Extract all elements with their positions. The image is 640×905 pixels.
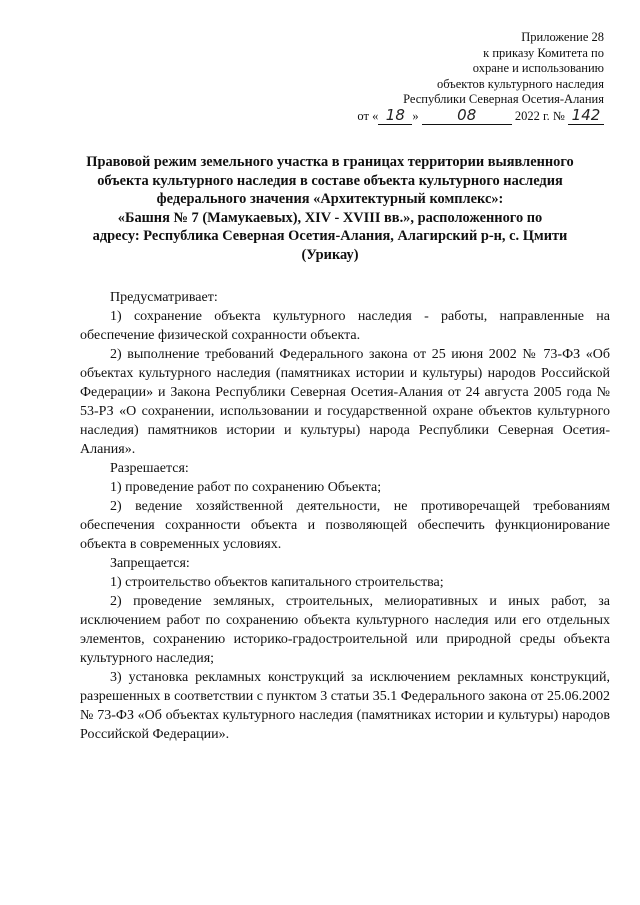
section-heading-allowed: Разрешается: xyxy=(110,461,189,476)
document-title xyxy=(70,153,590,264)
title-line: федерального значения «Архитектурный комплекс»: xyxy=(156,191,504,207)
forbidden-item-2: 2) проведение земляных, строительных, мелиоративных и иных работ, за исключением работ по сохранению объекта культурного наследия или его отдельных элементов, сохранению историко-градостроительной или природной среды объекта культурного наследия; xyxy=(80,594,610,666)
provides-item-2: 2) выполнение требований Федерального закона от 25 июня 2002 № 73-ФЗ «Об объектах культурного наследия (памятниках истории и культуры) народов Российской Федерации» и Закона Республики Северная Осетия-Алания от 24 августа 2005 года № 53-РЗ «О сохранении, использовании и государственной охране объектов культурного наследия) памятников истории и культуры) народа Республики Северная Осетия-Алания». xyxy=(80,347,610,457)
section-heading-provides: Предусматривает: xyxy=(110,290,218,305)
handwritten-day: 18 xyxy=(385,105,405,124)
title-line: «Башня № 7 (Мамукаевых), XIV - XVIII вв.», расположенного по xyxy=(117,209,543,226)
forbidden-item-3: 3) установка рекламных конструкций за исключением рекламных конструкций, разрешенных в соответствии с пунктом 3 статьи 35.1 Федерального закона от 25.06.2002 № 73-ФЗ «Об объектах культурного наследия (памятниках истории и культуры) народов Российской Федерации». xyxy=(80,670,610,742)
title-line: объекта культурного наследия в составе объекта культурного наследия xyxy=(97,172,563,189)
appendix-committee: охране и использованию xyxy=(472,61,604,75)
provides-item-1: 1) сохранение объекта культурного наследия - работы, направленные на обеспечение физической сохранности объекта. xyxy=(80,309,610,343)
order-date-line xyxy=(357,105,604,126)
title-line: (Урикау) xyxy=(301,246,359,263)
appendix-heritage: объектов культурного наследия xyxy=(437,76,604,91)
date-quote: » xyxy=(412,108,419,123)
handwritten-order-number: 142 xyxy=(571,105,601,124)
appendix-order-ref: к приказу Комитета по xyxy=(483,45,604,60)
document-body xyxy=(80,288,610,744)
handwritten-month: 08 xyxy=(457,105,477,124)
date-prefix: от « xyxy=(357,108,379,123)
allowed-item-1: 1) проведение работ по сохранению Объекта; xyxy=(110,480,382,495)
title-line: адресу: Республика Северная Осетия-Алания, Алагирский р-н, с. Цмити xyxy=(92,228,568,244)
appendix-republic: Республики Северная Осетия-Алания xyxy=(403,92,604,106)
appendix-number: Приложение 28 xyxy=(521,30,604,44)
forbidden-item-1: 1) строительство объектов капитального строительства; xyxy=(110,575,444,590)
appendix-header xyxy=(357,30,604,125)
title-line: Правовой режим земельного участка в границах территории выявленного xyxy=(86,154,574,170)
section-heading-forbidden: Запрещается: xyxy=(110,556,190,571)
date-year: 2022 г. № xyxy=(514,108,565,123)
allowed-item-2: 2) ведение хозяйственной деятельности, не противоречащей требованиям обеспечения сохранности объекта и позволяющей обеспечить функционирование объекта в современных условиях. xyxy=(80,499,610,552)
